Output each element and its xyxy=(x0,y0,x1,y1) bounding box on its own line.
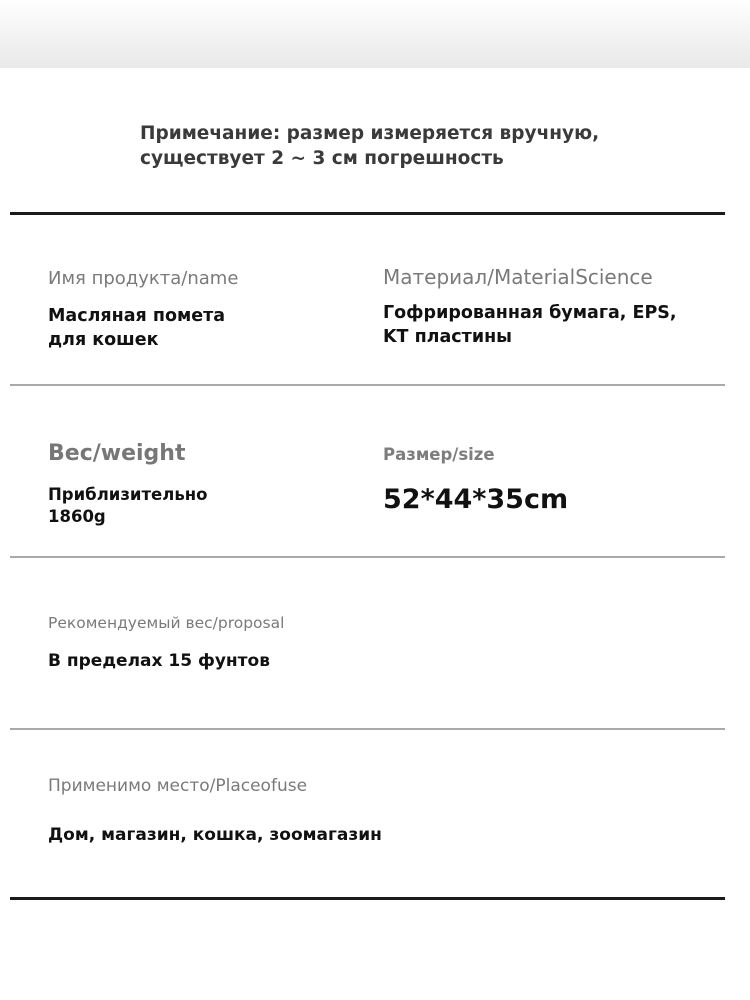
place-of-use-label: Применимо место/Placeofuse xyxy=(48,776,308,796)
proposal-value: В пределах 15 фунтов xyxy=(48,651,270,671)
material-label: Материал/MaterialScience xyxy=(383,265,653,289)
weight-value xyxy=(48,484,208,528)
product-name-value-line-2: для кошек xyxy=(48,330,159,350)
product-name-label: Имя продукта/name xyxy=(48,268,239,289)
divider-1 xyxy=(10,384,725,386)
weight-label: Вес/weight xyxy=(48,441,186,466)
size-label: Размер/size xyxy=(383,445,495,464)
note-line-2: существует 2 ~ 3 см погрешность xyxy=(140,148,504,169)
material-value-line-2: KT пластины xyxy=(383,327,513,347)
place-of-use-value: Дом, магазин, кошка, зоомагазин xyxy=(48,825,382,845)
measurement-note xyxy=(140,121,700,171)
weight-value-line-2: 1860g xyxy=(48,507,106,526)
top-divider xyxy=(10,212,725,215)
weight-value-line-1: Приблизительно xyxy=(48,485,208,504)
material-value-line-1: Гофрированная бумага, EPS, xyxy=(383,303,677,323)
divider-3 xyxy=(10,728,725,730)
divider-2 xyxy=(10,556,725,558)
size-value: 52*44*35cm xyxy=(383,484,569,515)
proposal-label: Рекомендуемый вес/proposal xyxy=(48,614,285,632)
product-name-value-line-1: Масляная помета xyxy=(48,306,226,326)
note-line-1: Примечание: размер измеряется вручную, xyxy=(140,123,600,144)
top-shadow-band xyxy=(0,0,750,68)
bottom-divider xyxy=(10,897,725,900)
material-value xyxy=(383,301,677,349)
product-name-value xyxy=(48,304,225,352)
